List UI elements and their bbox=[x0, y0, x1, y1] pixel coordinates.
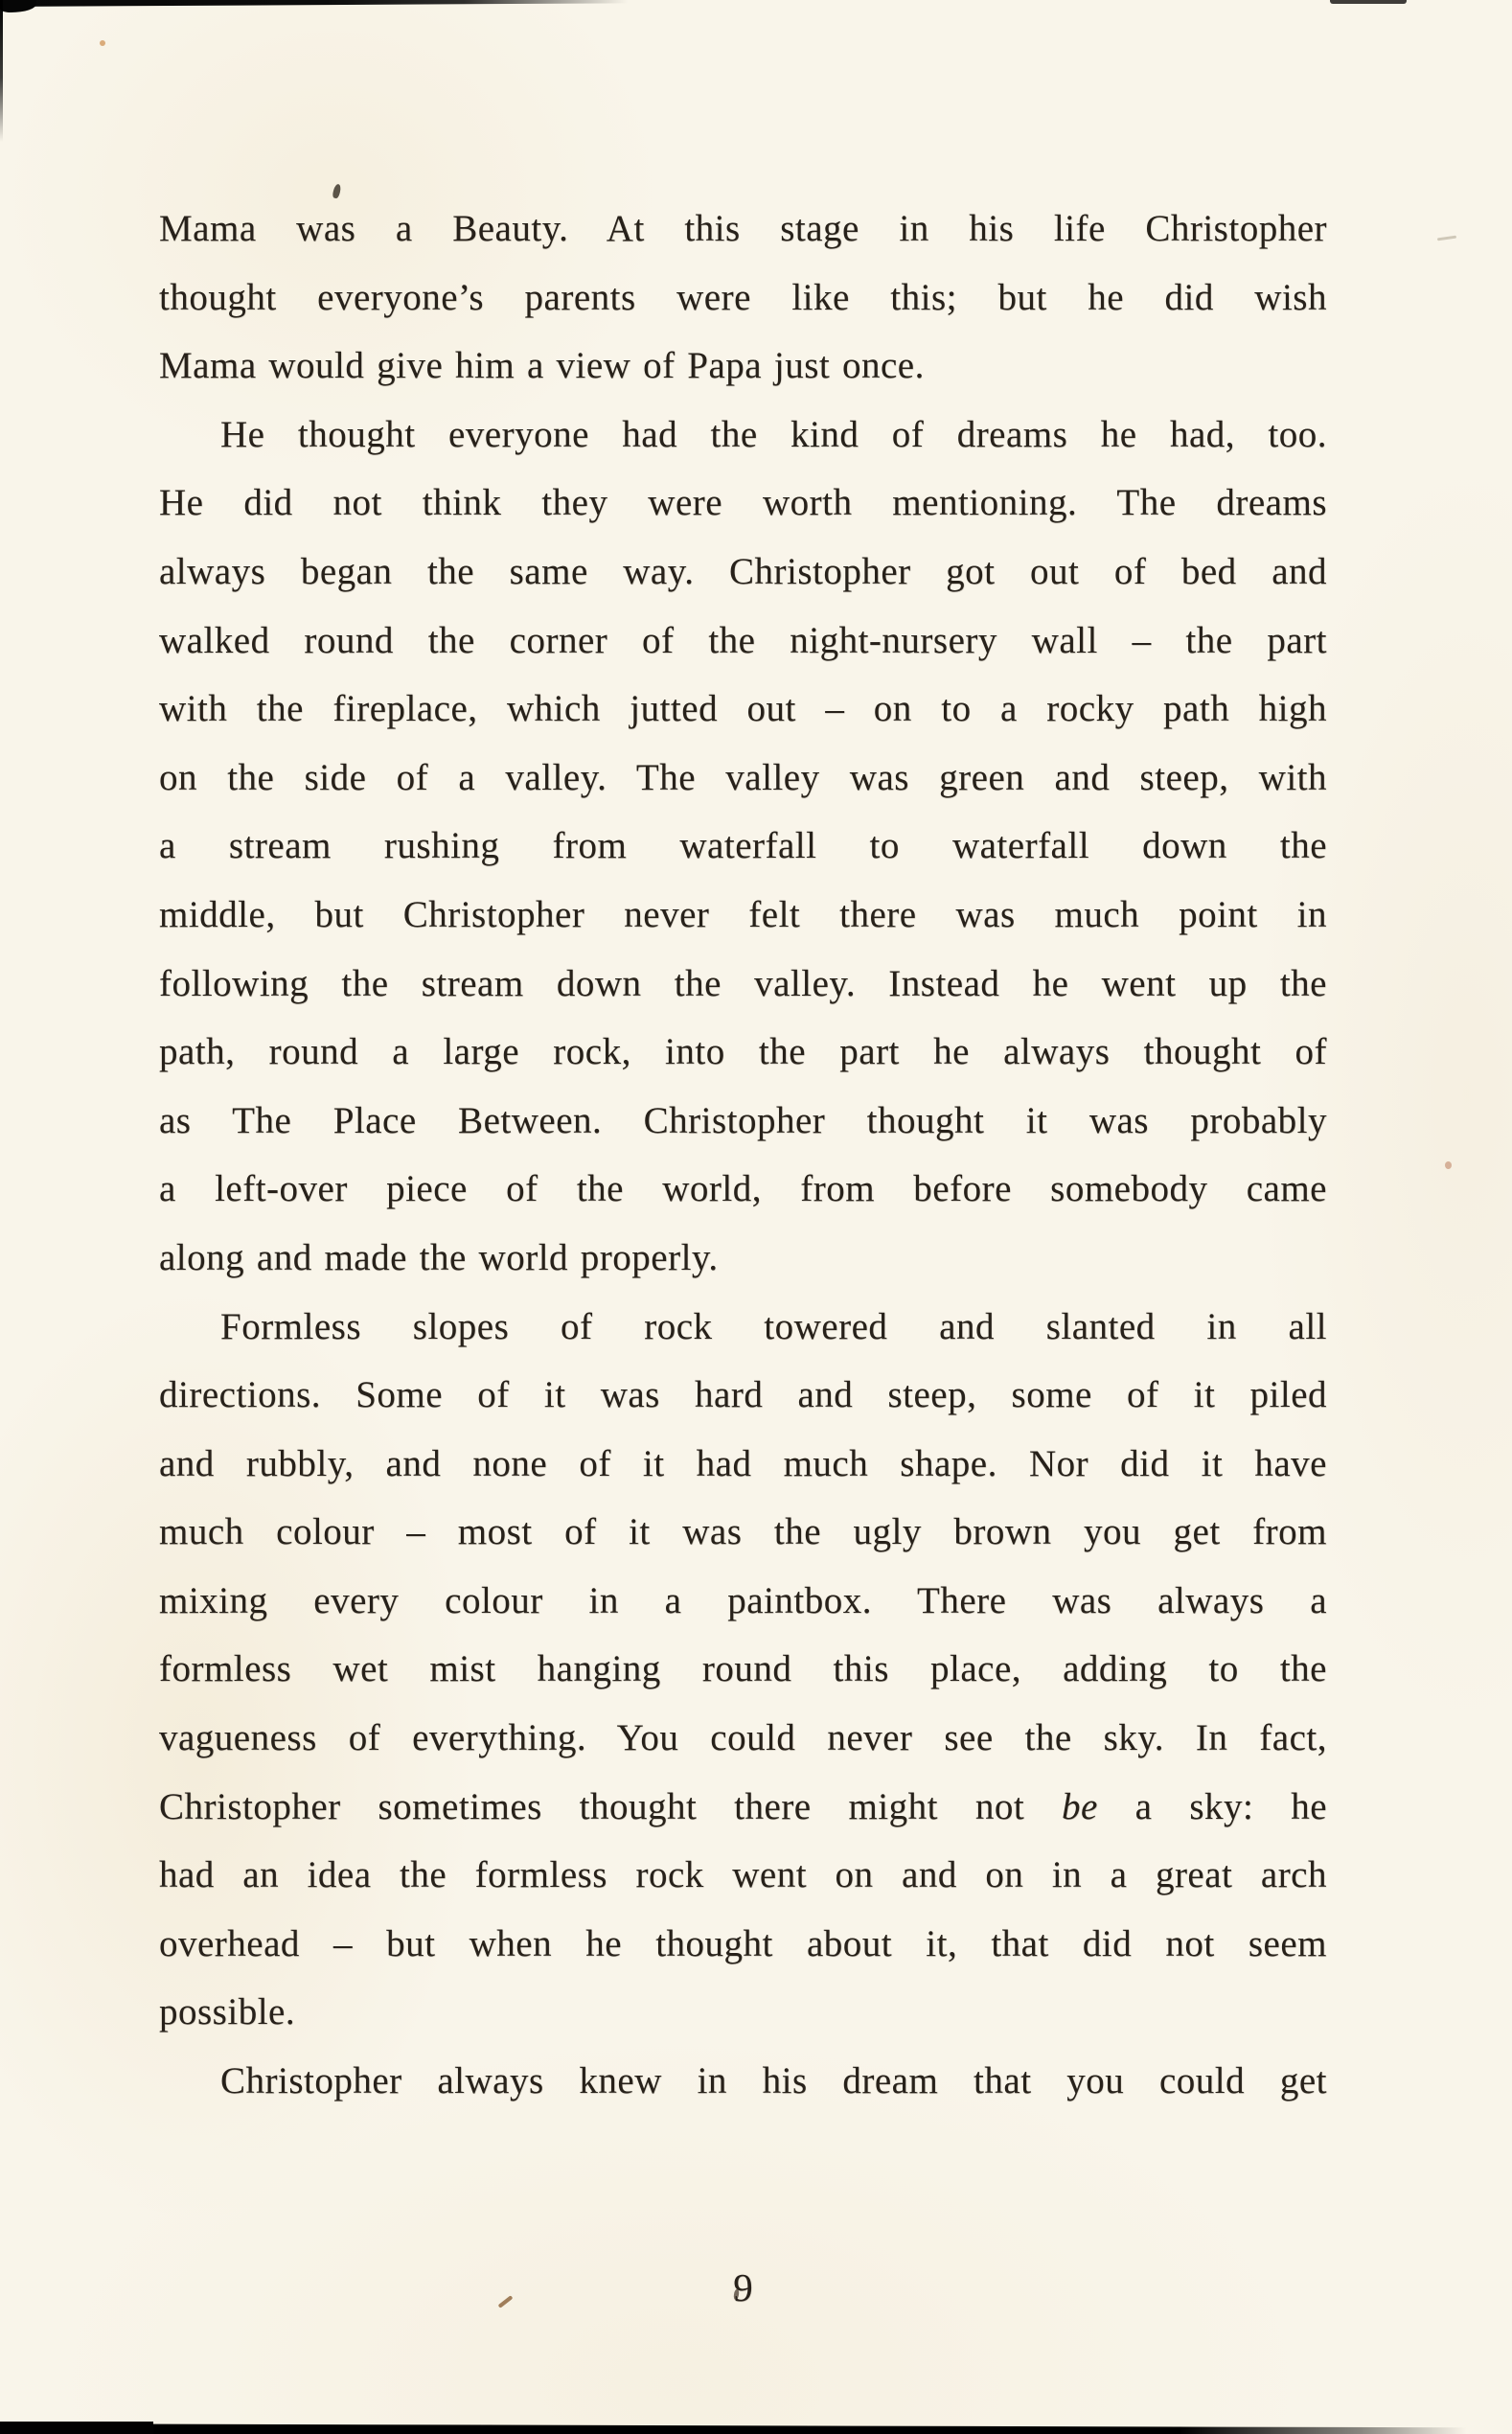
text-line bbox=[159, 1018, 1327, 1087]
scan-edge-bottom bbox=[0, 2423, 1512, 2434]
text-segment: middle, but Christopher never felt there was much point in bbox=[159, 893, 1327, 935]
text-segment: a left-over piece of the world, from before somebody came bbox=[159, 1168, 1327, 1210]
text-line bbox=[159, 401, 1327, 470]
scan-edge-top bbox=[0, 0, 628, 7]
text-line bbox=[159, 1293, 1327, 1362]
scan-edge-left bbox=[0, 0, 3, 142]
text-line bbox=[159, 950, 1327, 1019]
text-line bbox=[159, 2047, 1327, 2116]
text-segment: directions. Some of it was hard and steep, some of it piled bbox=[159, 1374, 1327, 1416]
text-segment: vagueness of everything. You could never see the sky. In fact, bbox=[159, 1717, 1327, 1759]
scan-edge-top-right-smudge bbox=[1330, 0, 1407, 4]
foxing-spot bbox=[1445, 1161, 1452, 1169]
text-line bbox=[159, 812, 1327, 881]
text-segment: Formless slopes of rock towered and slanted in all bbox=[220, 1305, 1327, 1347]
text-segment: much colour – most of it was the ugly brown you get from bbox=[159, 1511, 1327, 1553]
text-segment: thought everyone’s parents were like this; but he did wish bbox=[159, 276, 1327, 318]
text-line bbox=[159, 1430, 1327, 1499]
text-line bbox=[159, 469, 1327, 538]
text-line bbox=[159, 1978, 1327, 2047]
text-line bbox=[159, 1635, 1327, 1704]
scan-edge-top-left-corner bbox=[0, 0, 36, 12]
text-segment: and rubbly, and none of it had much shape. Nor did it have bbox=[159, 1442, 1327, 1484]
foxing-spot bbox=[100, 40, 105, 46]
text-segment: following the stream down the valley. Instead he went up the bbox=[159, 962, 1327, 1004]
text-line bbox=[159, 332, 1327, 401]
text-segment: always began the same way. Christopher got out of bed and bbox=[159, 550, 1327, 592]
text-line bbox=[159, 1361, 1327, 1430]
text-segment: He thought everyone had the kind of dreams he had, too. bbox=[220, 413, 1327, 455]
italic-text: be bbox=[1062, 1785, 1098, 1827]
text-line bbox=[159, 881, 1327, 950]
text-segment: mixing every colour in a paintbox. There was always a bbox=[159, 1579, 1327, 1621]
text-block bbox=[159, 195, 1327, 2116]
text-line bbox=[159, 538, 1327, 607]
text-line bbox=[159, 264, 1327, 333]
text-line bbox=[159, 675, 1327, 744]
text-line bbox=[159, 1704, 1327, 1773]
text-segment: a sky: he bbox=[1097, 1785, 1327, 1827]
text-segment: possible. bbox=[159, 1991, 296, 2033]
text-segment: had an idea the formless rock went on and on in a great arch bbox=[159, 1854, 1327, 1896]
scan-edge-bottom-left bbox=[0, 2422, 153, 2434]
text-segment: path, round a large rock, into the part he always thought of bbox=[159, 1031, 1327, 1073]
text-line bbox=[159, 195, 1327, 264]
pencil-mark bbox=[1437, 236, 1456, 241]
text-line bbox=[159, 1841, 1327, 1910]
text-segment: along and made the world properly. bbox=[159, 1236, 719, 1278]
text-segment: a stream rushing from waterfall to waterfall down the bbox=[159, 825, 1327, 867]
text-line bbox=[159, 1773, 1327, 1842]
text-line bbox=[159, 1224, 1327, 1293]
text-segment: with the fireplace, which jutted out – on to a rocky path high bbox=[159, 688, 1327, 730]
text-segment: Mama was a Beauty. At this stage in his life Christopher bbox=[159, 208, 1327, 249]
text-segment: walked round the corner of the night-nursery wall – the part bbox=[159, 619, 1327, 661]
text-line bbox=[159, 1567, 1327, 1636]
text-segment: Christopher sometimes thought there might not bbox=[159, 1785, 1063, 1827]
text-segment: Christopher always knew in his dream that you could get bbox=[220, 2060, 1327, 2102]
text-segment: overhead – but when he thought about it, that did not seem bbox=[159, 1922, 1327, 1964]
text-line bbox=[159, 744, 1327, 813]
text-segment: He did not think they were worth mentioning. The dreams bbox=[159, 482, 1327, 524]
text-line bbox=[159, 1910, 1327, 1979]
text-line bbox=[159, 1498, 1327, 1567]
page-number: 9 bbox=[733, 2265, 753, 2309]
text-segment: Mama would give him a view of Papa just once. bbox=[159, 345, 925, 387]
text-segment: on the side of a valley. The valley was green and steep, with bbox=[159, 756, 1327, 798]
text-line bbox=[159, 607, 1327, 676]
text-line bbox=[159, 1087, 1327, 1156]
text-segment: as The Place Between. Christopher thought it was probably bbox=[159, 1099, 1327, 1141]
text-line bbox=[159, 1155, 1327, 1224]
text-segment: formless wet mist hanging round this place, adding to the bbox=[159, 1648, 1327, 1690]
